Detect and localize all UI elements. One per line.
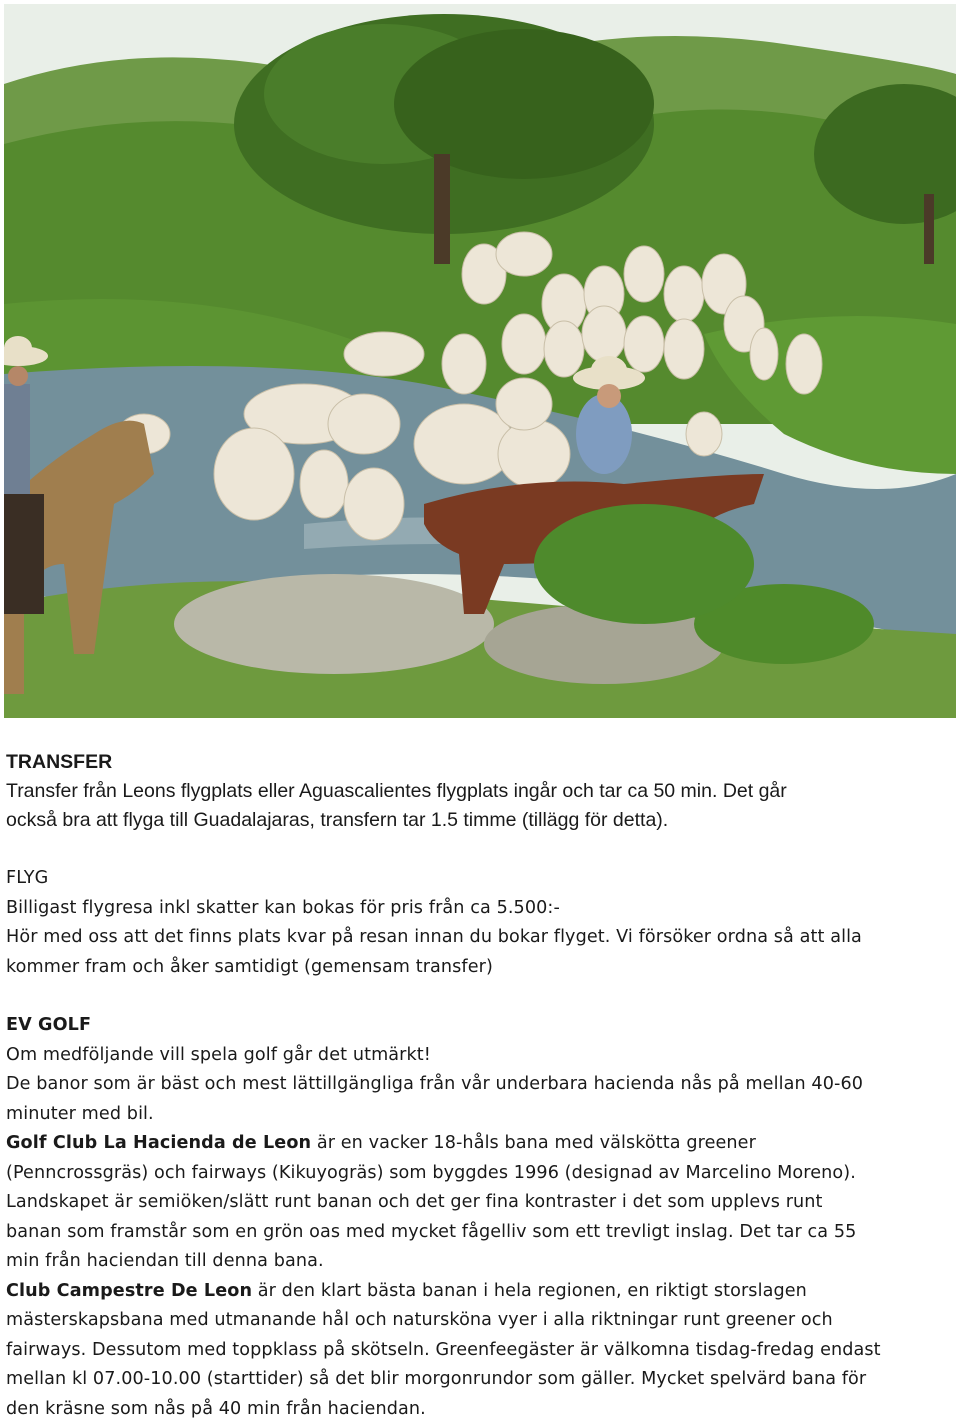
section-spacer	[6, 982, 956, 1011]
flyg-section	[6, 864, 956, 982]
golf-intro: Om medföljande vill spela golf går det utmärkt!	[6, 1041, 956, 1071]
club2-line: fairways. Dessutom med toppklass på skötseln. Greenfeegäster är välkomna tisdag-fredag endast	[6, 1336, 956, 1366]
club1-line: Landskapet är semiöken/slätt runt banan och det ger fina kontraster i det som upplevs runt	[6, 1188, 956, 1218]
club2-name: Club Campestre De Leon	[6, 1281, 252, 1301]
flyg-heading: FLYG	[6, 864, 956, 894]
golf-section	[6, 1011, 956, 1424]
document-body	[6, 748, 956, 1424]
club2-line: mästerskapsbana med utmanande hål och natursköna vyer i alla riktningar runt greener och	[6, 1306, 956, 1336]
photo-cattle-river-crossing	[4, 4, 956, 718]
transfer-text-line: också bra att flyga till Guadalajaras, transfern tar 1.5 timme (tillägg för detta).	[6, 806, 956, 835]
club2-line: mellan kl 07.00-10.00 (starttider) så det blir morgonrundor som gäller. Mycket spelvärd bana för	[6, 1365, 956, 1395]
club1-line: min från haciendan till denna bana.	[6, 1247, 956, 1277]
club2-line: den kräsne som nås på 40 min från haciendan.	[6, 1395, 956, 1424]
golf-courses-line: De banor som är bäst och mest lättillgängliga från vår underbara hacienda nås på mellan 40-60	[6, 1070, 956, 1100]
flyg-text-line: Hör med oss att det finns plats kvar på resan innan du bokar flyget. Vi försöker ordna så att alla	[6, 923, 956, 953]
flyg-text-line: Billigast flygresa inkl skatter kan bokas för pris från ca 5.500:-	[6, 894, 956, 924]
transfer-section	[6, 748, 956, 835]
golf-courses-line: minuter med bil.	[6, 1100, 956, 1130]
club1-name: Golf Club La Hacienda de Leon	[6, 1133, 311, 1153]
golf-heading: EV GOLF	[6, 1011, 956, 1041]
flyg-text-line: kommer fram och åker samtidigt (gemensam transfer)	[6, 953, 956, 983]
section-spacer	[6, 835, 956, 864]
transfer-text-line: Transfer från Leons flygplats eller Aguascalientes flygplats ingår och tar ca 50 min. Det går	[6, 777, 956, 806]
club1-line: banan som framstår som en grön oas med mycket fågelliv som ett trevligt inslag. Det tar ca 55	[6, 1218, 956, 1248]
transfer-heading: TRANSFER	[6, 748, 956, 777]
club1-first-line	[6, 1129, 956, 1159]
photo-illustration	[4, 4, 956, 718]
club2-first-line	[6, 1277, 956, 1307]
club2-text: är den klart bästa banan i hela regionen, en riktigt storslagen	[252, 1281, 807, 1301]
club1-text: är en vacker 18-håls bana med välskötta greener	[311, 1133, 756, 1153]
club1-line: (Penncrossgräs) och fairways (Kikuyogräs) som byggdes 1996 (designad av Marcelino Moreno).	[6, 1159, 956, 1189]
